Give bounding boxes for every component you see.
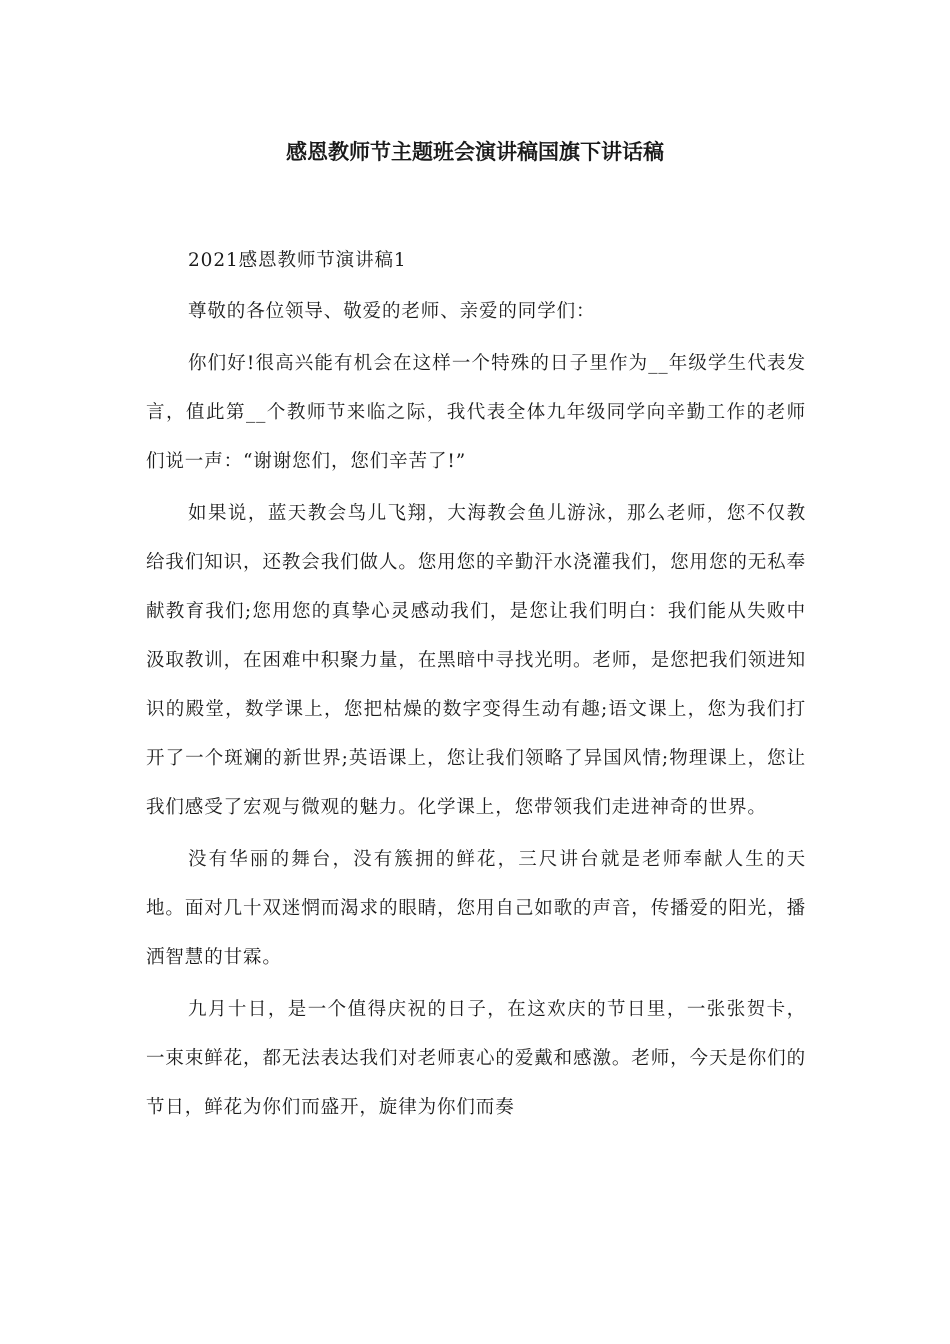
salutation-paragraph: 尊敬的各位领导、敬爱的老师、亲爱的同学们： — [188, 301, 596, 322]
body-paragraph: 如果说，蓝天教会鸟儿飞翔，大海教会鱼儿游泳，那么老师，您不仅教给我们知识，还教会我们做人。您用您的辛勤汗水浇灌我们，您用您的无私奉献教育我们;您用您的真挚心灵感动我们，是您让我们明白：我们能从失败中汲取教训，在困难中积聚力量，在黑暗中寻找光明。老师，是您把我们领进知识的殿堂，数学课上，您把枯燥的数字变得生动有趣;语文课上，您为我们打开了一个斑斓的新世界;英语课上，您让我们领略了异国风情;物理课上，您让我们感受了宏观与微观的魅力。化学课上，您带领我们走进神奇的世界。 — [146, 503, 806, 818]
document-body — [146, 236, 806, 1135]
body-paragraph: 没有华丽的舞台，没有簇拥的鲜花，三尺讲台就是老师奉献人生的天地。面对几十双迷惘而渴求的眼睛，您用自己如歌的声音，传播爱的阳光，播洒智慧的甘霖。 — [146, 849, 806, 968]
document-title: 感恩教师节主题班会演讲稿国旗下讲话稿 — [286, 140, 664, 164]
section-subheading: 2021感恩教师节演讲稿1 — [188, 250, 407, 271]
greeting-paragraph: 你们好!很高兴能有机会在这样一个特殊的日子里作为__年级学生代表发言，值此第__个教师节来临之际，我代表全体九年级同学向辛勤工作的老师们说一声：“谢谢您们，您们辛苦了!” — [146, 353, 806, 472]
body-paragraph: 九月十日，是一个值得庆祝的日子，在这欢庆的节日里，一张张贺卡，一束束鲜花，都无法表达我们对老师衷心的爱戴和感激。老师，今天是你们的节日，鲜花为你们而盛开，旋律为你们而奏 — [146, 999, 806, 1118]
